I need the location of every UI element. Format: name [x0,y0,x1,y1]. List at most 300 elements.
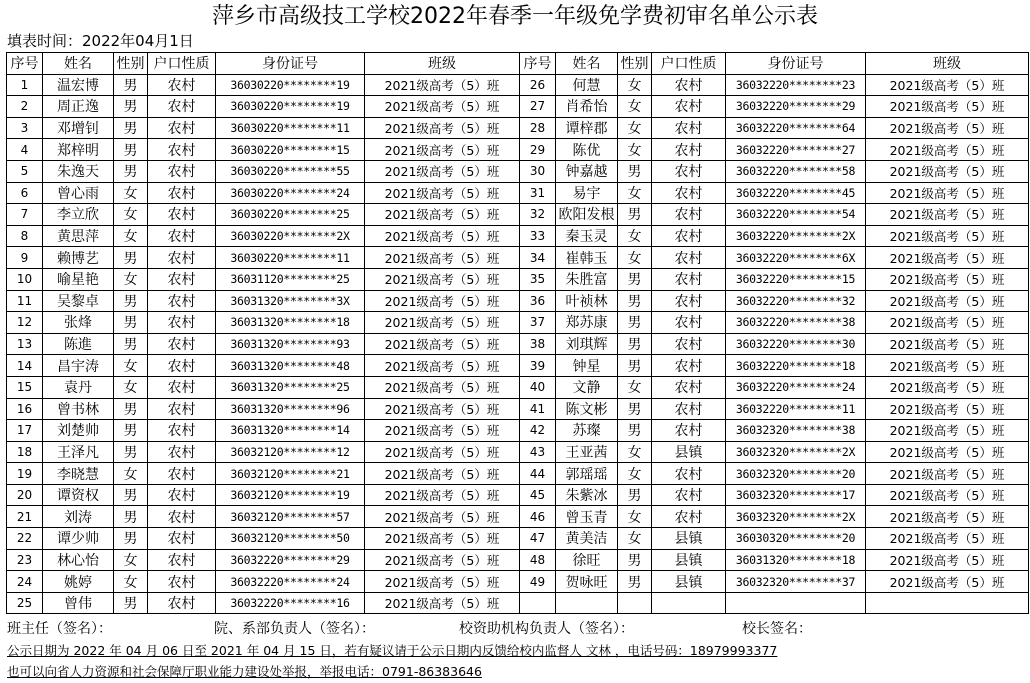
cell-class: 2021级高考（5）班 [365,139,520,161]
cell-id: 36032220********15 [726,268,866,290]
cell-no: 42 [520,420,556,442]
cell-name: 林心怡 [43,549,114,571]
header-no: 序号 [7,53,43,75]
cell-id: 36032220********54 [726,204,866,226]
table-row [7,117,1029,139]
cell-hukou: 农村 [652,355,726,377]
cell-hukou: 农村 [148,506,216,528]
cell-gender: 男 [114,160,148,182]
cell-hukou [652,592,726,614]
cell-gender: 女 [618,96,652,118]
table-row [7,333,1029,355]
cell-id: 36032220********2X [726,225,866,247]
cell-no: 3 [7,117,43,139]
cell-gender: 女 [618,441,652,463]
cell-id: 36032220********29 [216,549,365,571]
cell-gender: 男 [114,506,148,528]
cell-name: 袁丹 [43,376,114,398]
cell-name: 谭梓郡 [556,117,618,139]
cell-gender: 女 [618,182,652,204]
cell-no: 5 [7,160,43,182]
cell-id: 36032120********50 [216,528,365,550]
cell-name: 文静 [556,376,618,398]
cell-name: 钟星 [556,355,618,377]
cell-gender: 男 [618,484,652,506]
notice-line-2: 也可以向省人力资源和社会保障厅职业能力建设处举报，举报电话：0791-86383646 [7,664,482,679]
cell-gender: 男 [114,312,148,334]
cell-gender: 女 [618,463,652,485]
cell-gender: 男 [114,420,148,442]
cell-id: 36032220********18 [726,355,866,377]
cell-name: 崔韩玉 [556,247,618,269]
cell-hukou: 农村 [148,571,216,593]
cell-class: 2021级高考（5）班 [365,268,520,290]
cell-name: 郑苏康 [556,312,618,334]
header-gender: 性别 [618,53,652,75]
notice-line-1: 公示日期为 2022 年 04 月 06 日至 2021 年 04 月 15 日，若有疑议请于公示日期内反馈给校内监督人 文林 ，电话号码：18979993377 [7,643,778,658]
cell-hukou: 农村 [652,506,726,528]
cell-name: 郭瑶瑶 [556,463,618,485]
cell-id: 36031320********3X [216,290,365,312]
cell-gender [618,592,652,614]
cell-hukou: 农村 [652,333,726,355]
cell-class: 2021级高考（5）班 [866,160,1029,182]
cell-name: 曾伟 [43,592,114,614]
cell-id: 36030220********11 [216,117,365,139]
cell-id: 36032320********2X [726,441,866,463]
cell-class: 2021级高考（5）班 [866,571,1029,593]
cell-id: 36032220********6X [726,247,866,269]
cell-hukou: 县镇 [652,441,726,463]
cell-no: 22 [7,528,43,550]
table-row [7,312,1029,334]
page-title: 萍乡市高级技工学校2022年春季一年级免学费初审名单公示表 [212,4,818,29]
cell-gender: 女 [618,506,652,528]
cell-hukou: 农村 [652,376,726,398]
cell-id: 36032320********17 [726,484,866,506]
cell-hukou: 县镇 [652,549,726,571]
cell-class: 2021级高考（5）班 [365,441,520,463]
cell-name: 朱胜富 [556,268,618,290]
table-row [7,74,1029,96]
cell-class: 2021级高考（5）班 [365,96,520,118]
cell-class: 2021级高考（5）班 [365,247,520,269]
cell-no: 35 [520,268,556,290]
cell-hukou: 农村 [652,484,726,506]
cell-class: 2021级高考（5）班 [365,592,520,614]
cell-no: 16 [7,398,43,420]
cell-no: 26 [520,74,556,96]
cell-name: 黄美洁 [556,528,618,550]
header-name: 姓名 [43,53,114,75]
cell-no: 43 [520,441,556,463]
table-row [7,528,1029,550]
cell-id: 36032220********23 [726,74,866,96]
table-row [7,139,1029,161]
cell-gender: 男 [114,96,148,118]
cell-class: 2021级高考（5）班 [365,549,520,571]
cell-id: 36030220********24 [216,182,365,204]
cell-class: 2021级高考（5）班 [365,117,520,139]
table-row [7,204,1029,226]
cell-hukou: 农村 [148,376,216,398]
cell-name: 苏璨 [556,420,618,442]
cell-name: 徐旺 [556,549,618,571]
cell-name: 陈文彬 [556,398,618,420]
cell-gender: 男 [114,117,148,139]
cell-no: 30 [520,160,556,182]
cell-class [866,592,1029,614]
header-hukou: 户口性质 [652,53,726,75]
cell-hukou: 农村 [652,268,726,290]
cell-hukou: 农村 [148,463,216,485]
cell-no: 6 [7,182,43,204]
cell-name: 谭资权 [43,484,114,506]
cell-class: 2021级高考（5）班 [866,355,1029,377]
table-row [7,484,1029,506]
cell-class: 2021级高考（5）班 [365,182,520,204]
cell-hukou: 农村 [652,247,726,269]
cell-id: 36032220********11 [726,398,866,420]
cell-gender: 男 [114,592,148,614]
cell-name: 易宇 [556,182,618,204]
cell-no: 28 [520,117,556,139]
cell-hukou: 农村 [148,96,216,118]
cell-class: 2021级高考（5）班 [365,355,520,377]
cell-hukou: 农村 [148,441,216,463]
cell-class: 2021级高考（5）班 [365,204,520,226]
table-row [7,182,1029,204]
cell-no: 21 [7,506,43,528]
cell-id: 36032220********24 [216,571,365,593]
head-teacher-signature: 班主任（签名）： [7,621,112,637]
cell-id: 36032120********57 [216,506,365,528]
cell-class: 2021级高考（5）班 [866,182,1029,204]
cell-hukou: 农村 [148,398,216,420]
cell-no: 25 [7,592,43,614]
cell-id: 36032220********64 [726,117,866,139]
cell-class: 2021级高考（5）班 [866,398,1029,420]
cell-id: 36030220********2X [216,225,365,247]
cell-hukou: 农村 [148,549,216,571]
table-row [7,592,1029,614]
cell-hukou: 农村 [652,463,726,485]
cell-no: 23 [7,549,43,571]
cell-no: 4 [7,139,43,161]
cell-class: 2021级高考（5）班 [866,441,1029,463]
cell-name: 曾书林 [43,398,114,420]
cell-gender: 男 [618,398,652,420]
table-row [7,247,1029,269]
cell-no: 20 [7,484,43,506]
cell-name: 贺咏旺 [556,571,618,593]
cell-hukou: 县镇 [652,571,726,593]
cell-class: 2021级高考（5）班 [365,528,520,550]
cell-no: 36 [520,290,556,312]
cell-hukou: 农村 [652,74,726,96]
cell-gender: 女 [618,139,652,161]
cell-no: 24 [7,571,43,593]
cell-no: 18 [7,441,43,463]
cell-name: 曾心雨 [43,182,114,204]
cell-no: 49 [520,571,556,593]
cell-id: 36032320********20 [726,463,866,485]
table-row [7,376,1029,398]
cell-hukou: 农村 [148,182,216,204]
cell-no: 29 [520,139,556,161]
cell-id: 36032120********12 [216,441,365,463]
cell-no: 46 [520,506,556,528]
cell-hukou: 农村 [652,420,726,442]
cell-class: 2021级高考（5）班 [365,506,520,528]
fill-date: 填表时间：2022年04月1日 [7,32,194,50]
cell-hukou: 农村 [148,117,216,139]
cell-name: 曾玉青 [556,506,618,528]
cell-no: 44 [520,463,556,485]
cell-no: 15 [7,376,43,398]
cell-gender: 男 [114,290,148,312]
cell-hukou: 农村 [652,182,726,204]
header-name: 姓名 [556,53,618,75]
cell-gender: 女 [114,376,148,398]
cell-class: 2021级高考（5）班 [866,528,1029,550]
cell-id: 36032320********37 [726,571,866,593]
cell-no: 10 [7,268,43,290]
cell-class: 2021级高考（5）班 [365,463,520,485]
cell-class: 2021级高考（5）班 [866,549,1029,571]
table-row [7,441,1029,463]
cell-class: 2021级高考（5）班 [866,139,1029,161]
cell-id: 36032220********38 [726,312,866,334]
cell-gender: 女 [114,549,148,571]
cell-hukou: 农村 [148,160,216,182]
cell-name: 钟嘉越 [556,160,618,182]
cell-name: 陈优 [556,139,618,161]
cell-name: 吴黎卓 [43,290,114,312]
cell-no: 32 [520,204,556,226]
cell-name: 肖希怡 [556,96,618,118]
cell-id: 36032220********16 [216,592,365,614]
cell-gender: 男 [618,549,652,571]
cell-id: 36031320********14 [216,420,365,442]
cell-hukou: 农村 [652,398,726,420]
cell-class: 2021级高考（5）班 [866,204,1029,226]
cell-hukou: 农村 [148,290,216,312]
cell-class: 2021级高考（5）班 [365,571,520,593]
cell-hukou: 农村 [148,204,216,226]
cell-name: 朱紫冰 [556,484,618,506]
cell-gender: 男 [114,484,148,506]
cell-name: 周正逸 [43,96,114,118]
header-row [7,53,1029,75]
cell-hukou: 农村 [148,225,216,247]
header-gender: 性别 [114,53,148,75]
cell-class: 2021级高考（5）班 [866,290,1029,312]
table-row [7,268,1029,290]
cell-name: 李晓慧 [43,463,114,485]
cell-name: 秦玉灵 [556,225,618,247]
header-id: 身份证号 [726,53,866,75]
cell-name: 叶祯林 [556,290,618,312]
cell-gender: 男 [618,204,652,226]
cell-gender: 男 [618,160,652,182]
header-class: 班级 [866,53,1029,75]
cell-gender: 男 [618,333,652,355]
cell-gender: 女 [618,117,652,139]
cell-class: 2021级高考（5）班 [866,333,1029,355]
cell-class: 2021级高考（5）班 [866,420,1029,442]
roster-table [6,52,1029,614]
cell-gender: 男 [114,528,148,550]
cell-id: 36031320********93 [216,333,365,355]
cell-gender: 女 [114,204,148,226]
cell-id: 36032220********24 [726,376,866,398]
cell-class: 2021级高考（5）班 [866,225,1029,247]
cell-name: 刘琪辉 [556,333,618,355]
cell-gender: 男 [114,74,148,96]
cell-no: 47 [520,528,556,550]
cell-gender: 女 [618,225,652,247]
table-row [7,160,1029,182]
header-id: 身份证号 [216,53,365,75]
cell-name: 欧阳发根 [556,204,618,226]
cell-name: 刘楚帅 [43,420,114,442]
cell-hukou: 县镇 [652,528,726,550]
cell-gender: 女 [114,571,148,593]
cell-id: 36031120********25 [216,268,365,290]
cell-no: 45 [520,484,556,506]
cell-gender: 男 [114,333,148,355]
cell-no: 1 [7,74,43,96]
cell-gender: 男 [618,355,652,377]
cell-id: 36032220********58 [726,160,866,182]
cell-hukou: 农村 [652,160,726,182]
cell-hukou: 农村 [148,247,216,269]
cell-gender: 女 [114,182,148,204]
cell-id: 36032220********32 [726,290,866,312]
cell-no: 8 [7,225,43,247]
cell-no: 33 [520,225,556,247]
cell-class: 2021级高考（5）班 [365,312,520,334]
cell-gender: 女 [114,463,148,485]
cell-id: 36030220********19 [216,74,365,96]
header-no: 序号 [520,53,556,75]
cell-hukou: 农村 [148,268,216,290]
cell-id: 36030220********19 [216,96,365,118]
cell-no: 38 [520,333,556,355]
dept-head-signature: 院、系部负责人（签名）： [214,621,375,637]
cell-name: 黄思萍 [43,225,114,247]
cell-gender: 女 [114,355,148,377]
cell-gender: 男 [114,139,148,161]
cell-no: 19 [7,463,43,485]
cell-name: 刘涛 [43,506,114,528]
cell-id: 36032220********27 [726,139,866,161]
cell-class: 2021级高考（5）班 [365,333,520,355]
cell-name: 郑梓明 [43,139,114,161]
cell-gender: 女 [618,247,652,269]
cell-id: 36030220********25 [216,204,365,226]
table-row [7,463,1029,485]
cell-class: 2021级高考（5）班 [365,398,520,420]
cell-name: 赖博艺 [43,247,114,269]
cell-name: 姚婷 [43,571,114,593]
cell-no: 31 [520,182,556,204]
table-row [7,225,1029,247]
cell-hukou: 农村 [652,225,726,247]
cell-name: 邓增钊 [43,117,114,139]
cell-class: 2021级高考（5）班 [866,506,1029,528]
cell-gender: 男 [114,247,148,269]
cell-hukou: 农村 [148,74,216,96]
cell-hukou: 农村 [148,484,216,506]
cell-no: 14 [7,355,43,377]
cell-id: 36031320********48 [216,355,365,377]
cell-id: 36032220********45 [726,182,866,204]
principal-signature: 校长签名： [742,621,812,637]
table-row [7,290,1029,312]
cell-id: 36032120********19 [216,484,365,506]
cell-name: 朱逸天 [43,160,114,182]
cell-class: 2021级高考（5）班 [866,117,1029,139]
cell-id: 36030220********15 [216,139,365,161]
table-row [7,96,1029,118]
cell-gender: 男 [618,268,652,290]
cell-name: 李立欣 [43,204,114,226]
cell-name: 陈進 [43,333,114,355]
cell-class: 2021级高考（5）班 [365,420,520,442]
table-row [7,506,1029,528]
cell-no: 13 [7,333,43,355]
cell-name: 王亚茜 [556,441,618,463]
cell-id: 36032320********2X [726,506,866,528]
cell-gender: 男 [618,312,652,334]
cell-id: 36031320********18 [726,549,866,571]
cell-gender: 男 [618,571,652,593]
cell-hukou: 农村 [652,139,726,161]
cell-class: 2021级高考（5）班 [866,312,1029,334]
table-row [7,571,1029,593]
table-row [7,355,1029,377]
cell-no: 48 [520,549,556,571]
cell-id: 36031320********18 [216,312,365,334]
cell-id: 36031320********25 [216,376,365,398]
cell-no: 9 [7,247,43,269]
cell-no: 41 [520,398,556,420]
aid-head-signature: 校资助机构负责人（签名）： [459,621,634,637]
cell-no: 39 [520,355,556,377]
cell-hukou: 农村 [148,139,216,161]
cell-id: 36031320********96 [216,398,365,420]
cell-hukou: 农村 [652,290,726,312]
cell-id: 36030220********11 [216,247,365,269]
cell-hukou: 农村 [148,355,216,377]
cell-gender: 女 [618,528,652,550]
cell-hukou: 农村 [652,96,726,118]
cell-class: 2021级高考（5）班 [365,225,520,247]
cell-class: 2021级高考（5）班 [365,74,520,96]
cell-id: 36032220********30 [726,333,866,355]
cell-name: 张烽 [43,312,114,334]
cell-id: 36030220********55 [216,160,365,182]
cell-class: 2021级高考（5）班 [866,247,1029,269]
cell-class: 2021级高考（5）班 [866,74,1029,96]
cell-hukou: 农村 [652,312,726,334]
cell-no: 7 [7,204,43,226]
table-row [7,549,1029,571]
cell-class: 2021级高考（5）班 [866,376,1029,398]
cell-name: 谭少帅 [43,528,114,550]
